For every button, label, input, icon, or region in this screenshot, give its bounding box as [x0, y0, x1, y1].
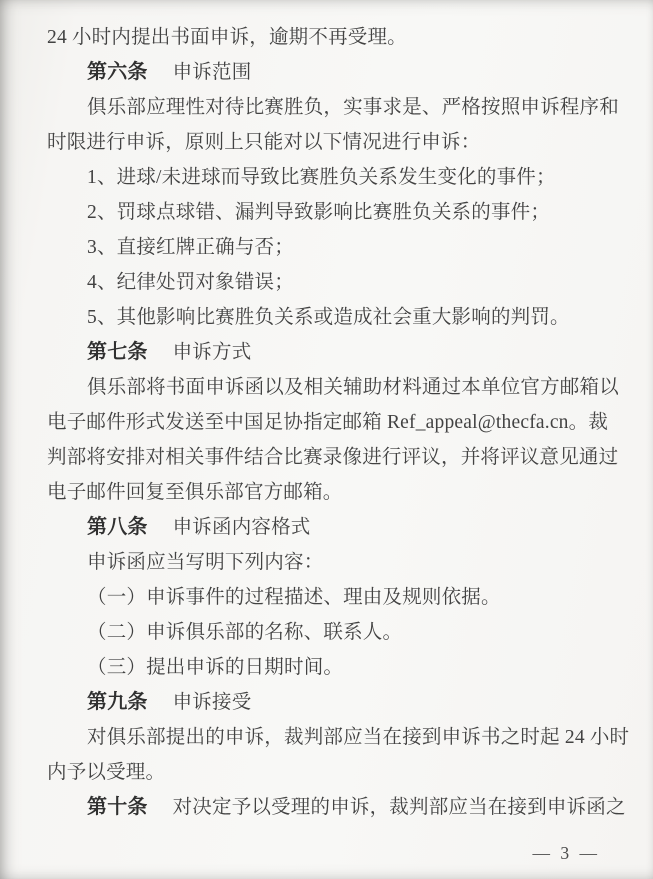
article-title: 申诉方式 — [172, 342, 252, 363]
text-line: 俱乐部将书面申诉函以及相关辅助材料通过本单位官方邮箱以 — [87, 377, 619, 398]
text-line: 电子邮件回复至俱乐部官方邮箱。 — [47, 482, 343, 503]
text-line: 1、进球/未进球而导致比赛胜负关系发生变化的事件； — [87, 167, 556, 188]
text-line: 2、罚球点球错、漏判导致影响比赛胜负关系的事件； — [87, 202, 551, 223]
text-line: （一）申诉事件的过程描述、理由及规则依据。 — [87, 587, 501, 608]
article-number: 第九条 — [87, 691, 148, 713]
heading-line — [47, 335, 613, 370]
text-line: 俱乐部应理性对待比赛胜负，实事求是、严格按照申诉程序和 — [87, 97, 619, 118]
page-number: — 3 — — [532, 843, 600, 863]
text-line: （三）提出申诉的日期时间。 — [87, 657, 344, 678]
article-number: 第七条 — [87, 341, 148, 363]
article-number: 第六条 — [87, 61, 148, 83]
text-line: 5、其他影响比赛胜负关系或造成社会重大影响的判罚。 — [87, 307, 570, 328]
article-title: 申诉范围 — [172, 62, 252, 83]
article-number: 第八条 — [87, 516, 148, 538]
article-number: 第十条 — [87, 796, 148, 818]
article-title: 对决定予以受理的申诉，裁判部应当在接到申诉函之 — [172, 797, 626, 818]
heading-line — [47, 790, 626, 825]
heading-line — [47, 685, 613, 720]
document-body — [47, 20, 630, 825]
text-line: （二）申诉俱乐部的名称、联系人。 — [87, 622, 403, 643]
text-line: 电子邮件形式发送至中国足协指定邮箱 Ref_appeal@thecfa.cn。裁 — [47, 412, 609, 433]
text-line: 时限进行申诉，原则上只能对以下情况进行申诉： — [47, 132, 481, 153]
text-line: 申诉函应当写明下列内容： — [87, 552, 324, 573]
text-line: 判部将安排对相关事件结合比赛录像进行评议，并将评议意见通过 — [47, 447, 619, 468]
text-line: 4、纪律处罚对象错误； — [87, 272, 294, 293]
article-title: 申诉接受 — [172, 692, 252, 713]
text-line: 3、直接红牌正确与否； — [87, 237, 294, 258]
heading-line — [47, 510, 613, 545]
text-line: 内予以受理。 — [47, 762, 166, 783]
text-line: 24 小时内提出书面申诉，逾期不再受理。 — [47, 27, 407, 48]
article-title: 申诉函内容格式 — [172, 517, 311, 538]
heading-line — [47, 55, 613, 90]
text-line: 对俱乐部提出的申诉，裁判部应当在接到申诉书之时起 24 小时 — [87, 727, 630, 748]
